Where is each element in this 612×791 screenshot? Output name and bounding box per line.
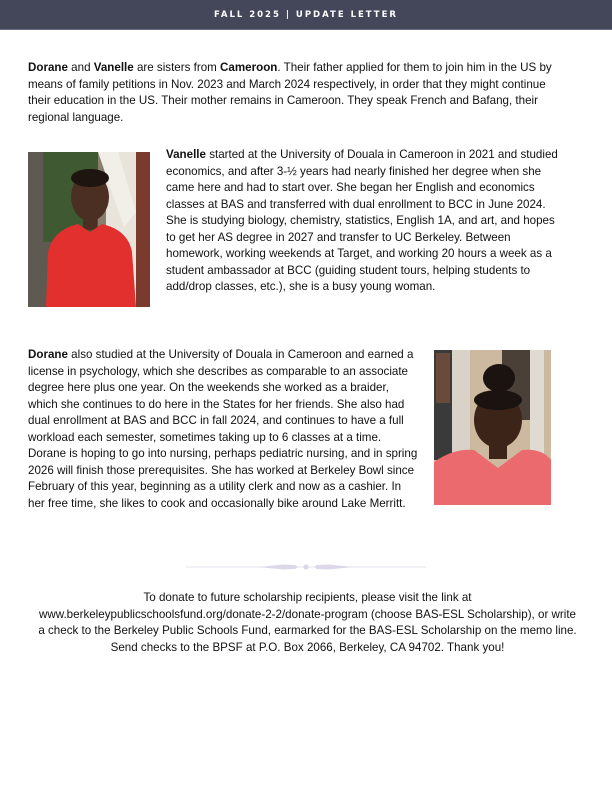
dorane-text: also studied at the University of Douala in Cameroon and earned a license in psychology, which she describes as comparable to an associate degree here plus one year. On the weekends she worked as a braider, which she continues to do here in the States for her friends. She also had dual enrollment at BAS and BCC in fall 2024, and continues to have a full workload each semester, sometimes taking up to 6 classes at a time. Dorane is hoping to go into nursing, perhaps pediatric nursing, and in spring 2026 will finish those prerequisites. She has worked at Berkeley Bowl since February of this year, beginning as a utility clerk and now as a cashier. In her free time, she likes to cook and occasionally bike around Lake Merritt. [28,348,418,510]
vanelle-name: Vanelle [166,148,206,161]
vanelle-paragraph [166,147,560,296]
intro-name-vanelle: Vanelle [93,61,134,74]
vanelle-text: started at the University of Douala in Cameroon in 2021 and studied economics, and after 3-½ years had nearly finished her degree when she came here and had to start over. She began her English and economics classes at BAS and transferred with dual enrollment to BCC in June 2024. She is studying biology, chemistry, statistics, English 1A, and art, and hopes to get her AS degree in 2027 and transfer to UC Berkeley. Between homework, working weekends at Target, and working 20 hours a week as a student ambassador at BCC (guiding student tours, helping students to add/drop classes, etc.), she is a busy young woman. [166,148,558,293]
header-title: FALL 2025 | UPDATE LETTER [214,9,398,20]
dorane-photo [434,350,551,505]
intro-name-dorane: Dorane [28,61,68,74]
dorane-name: Dorane [28,348,68,361]
intro-text-2: are sisters from [133,61,221,74]
intro-paragraph [28,60,558,126]
intro-text-1: and [67,61,94,74]
header-banner [0,0,612,30]
vanelle-photo [28,152,150,307]
intro-text-3: . Their father applied for them to join him in the US by means of family petitions in Nov. 2023 and March 2024 respectively, in order that they might continue their education in the US. Their mother remains in Cameroon. They speak French and Bafang, their regional language. [28,61,552,124]
intro-place: Cameroon [220,61,278,74]
donation-paragraph: To donate to future scholarship recipients, please visit the link at www.berkeleypublicschoolsfund.org/donate-2-2/donate-program (choose BAS-ESL Scholarship), or write a check to the Berkeley Public Schools Fund, earmarked for the BAS-ESL Scholarship on the memo line. Send checks to the BPSF at P.O. Box 2066, Berkeley, CA 94702. Thank you! [38,591,577,654]
decorative-divider [183,560,429,574]
dorane-paragraph [28,347,421,512]
